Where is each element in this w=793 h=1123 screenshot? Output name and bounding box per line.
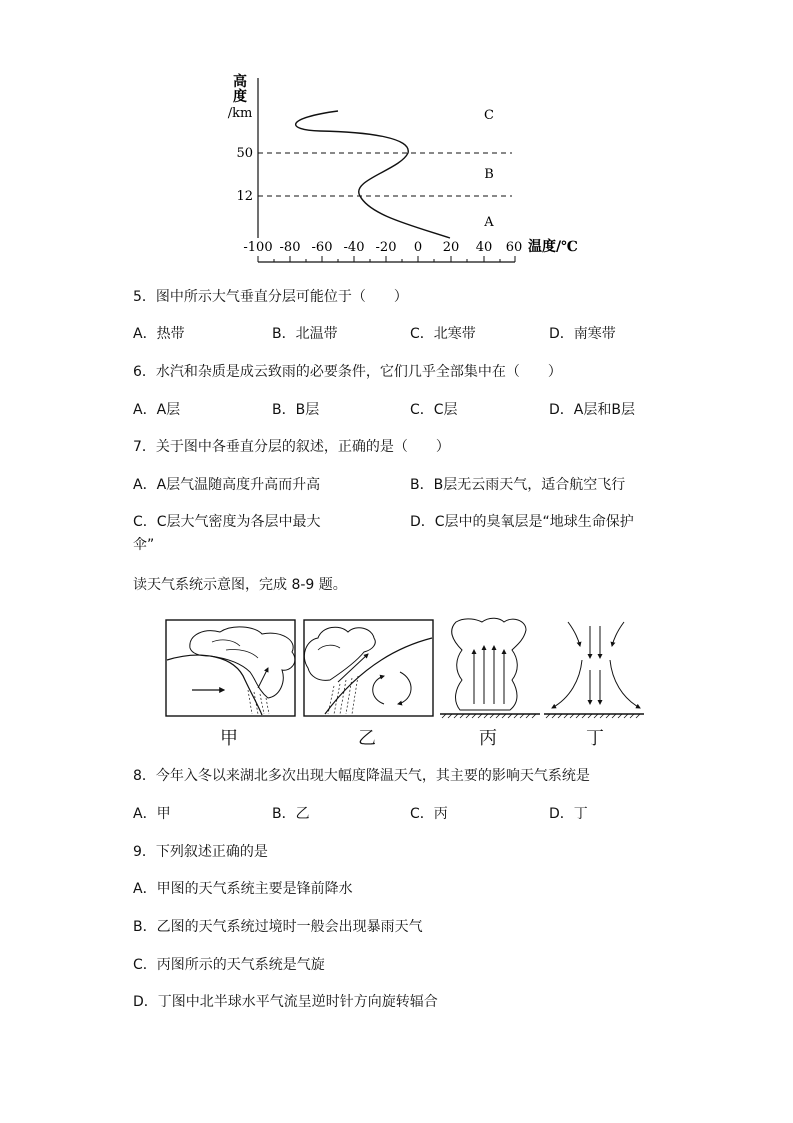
- x-tick-labels: [243, 240, 522, 255]
- x-tick: 20: [442, 240, 460, 255]
- x-tick: 40: [475, 240, 493, 255]
- q7-option-a[interactable]: A．A层气温随高度升高而升高: [133, 477, 321, 493]
- q6-option-b[interactable]: B．B层: [272, 402, 320, 418]
- section-intro: 读天气系统示意图，完成 8-9 题。: [133, 577, 347, 593]
- q8-option-c[interactable]: C．丙: [410, 806, 448, 822]
- temperature-curve: [296, 111, 450, 238]
- q5-option-b[interactable]: B．北温带: [272, 326, 338, 342]
- q9-option-c[interactable]: C．丙图所示的天气系统是气旋: [133, 957, 325, 973]
- question-8-stem: 8．今年入冬以来湖北多次出现大幅度降温天气，其主要的影响天气系统是: [133, 768, 590, 784]
- x-tick: -100: [243, 240, 273, 255]
- q6-option-c[interactable]: C．C层: [410, 402, 458, 418]
- x-axis-ticks: [258, 256, 515, 262]
- q7-option-d-continued: 伞”: [133, 537, 155, 553]
- atmosphere-layer-chart: [0, 0, 793, 280]
- q6-option-d[interactable]: D．A层和B层: [549, 402, 635, 418]
- y-axis-label-1: 高: [233, 74, 247, 90]
- y-tick-50: 50: [236, 146, 253, 161]
- weather-system-diagrams: [0, 610, 793, 725]
- question-9-stem: 9．下列叙述正确的是: [133, 844, 268, 860]
- x-tick: 0: [413, 240, 423, 255]
- q8-option-a[interactable]: A．甲: [133, 806, 171, 822]
- layer-b-label: B: [484, 167, 494, 182]
- x-tick: -60: [311, 240, 333, 255]
- x-axis-label: 温度/℃: [528, 239, 578, 255]
- q7-option-b[interactable]: B．B层无云雨天气，适合航空飞行: [410, 477, 626, 493]
- x-tick: -80: [279, 240, 301, 255]
- y-axis-label-3: /km: [227, 106, 253, 121]
- q6-option-a[interactable]: A．A层: [133, 402, 181, 418]
- q9-option-a[interactable]: A．甲图的天气系统主要是锋前降水: [133, 881, 353, 897]
- caption-bing: 丙: [479, 728, 497, 749]
- question-6-stem: 6．水汽和杂质是成云致雨的必要条件，它们几乎全部集中在（ ）: [133, 364, 562, 380]
- diagram-jia-cold-front: [166, 620, 295, 716]
- y-axis-label-2: 度: [233, 89, 247, 105]
- x-tick: 60: [505, 240, 523, 255]
- q9-option-d[interactable]: D．丁图中北半球水平气流呈逆时针方向旋转辐合: [133, 994, 438, 1010]
- diagram-bing-cyclone: [440, 618, 540, 718]
- layer-a-label: A: [484, 215, 494, 230]
- y-tick-12: 12: [236, 189, 253, 204]
- cloud-tower: [452, 618, 526, 710]
- question-5-stem: 5．图中所示大气垂直分层可能位于（ ）: [133, 289, 408, 305]
- layer-c-label: C: [484, 108, 494, 123]
- x-tick: -40: [343, 240, 365, 255]
- x-tick: -20: [375, 240, 397, 255]
- question-7-stem: 7．关于图中各垂直分层的叙述，正确的是（ ）: [133, 439, 450, 455]
- diagram-yi-warm-front: [304, 620, 433, 716]
- q5-option-c[interactable]: C．北寒带: [410, 326, 476, 342]
- q7-option-c[interactable]: C．C层大气密度为各层中最大: [133, 514, 321, 530]
- caption-yi: 乙: [358, 728, 376, 749]
- q7-option-d[interactable]: D．C层中的臭氧层是“地球生命保护: [410, 514, 634, 530]
- caption-ding: 丁: [586, 728, 604, 749]
- q5-option-d[interactable]: D．南寒带: [549, 326, 616, 342]
- q9-option-b[interactable]: B．乙图的天气系统过境时一般会出现暴雨天气: [133, 919, 423, 935]
- diagram-ding-anticyclone: [544, 622, 644, 718]
- q8-option-b[interactable]: B．乙: [272, 806, 310, 822]
- q8-option-d[interactable]: D．丁: [549, 806, 588, 822]
- caption-jia: 甲: [220, 728, 238, 749]
- q5-option-a[interactable]: A．热带: [133, 326, 185, 342]
